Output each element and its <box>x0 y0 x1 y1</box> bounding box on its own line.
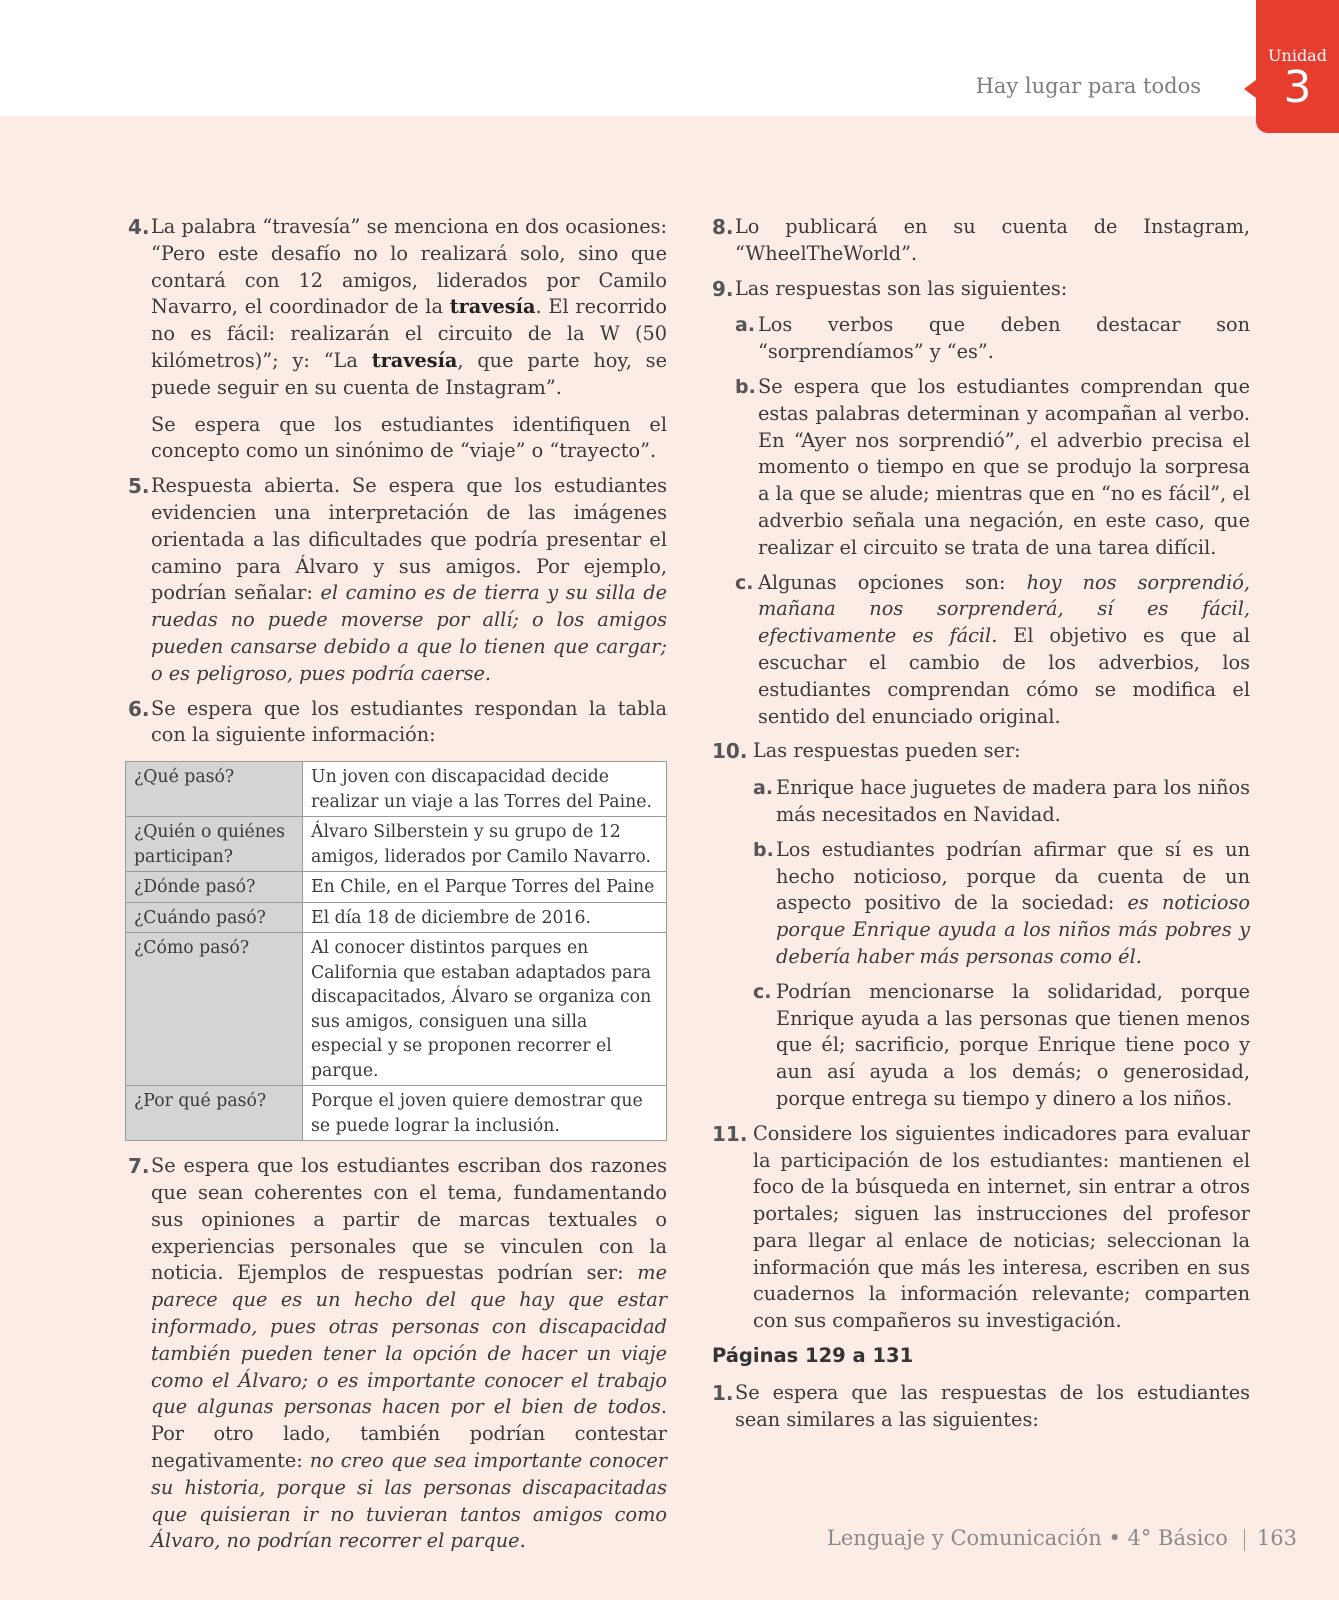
text: . Por otro lado, también podrían contestar negativamente: <box>151 1395 667 1472</box>
answer-paragraph: Las respuestas pueden ser: <box>753 739 1021 763</box>
bold-term: travesía <box>371 348 458 372</box>
table-question: ¿Dónde pasó? <box>126 872 303 903</box>
text: La palabra “travesía” se menciona en dos ocasiones: “Pero este desafío no lo realizará solo, sino que contará con 12 amigos, liderados por Camilo Navarro, el coordinador de la <box>151 215 667 319</box>
answer-number: 9. <box>712 276 734 301</box>
unit-title: Hay lugar para todos <box>975 74 1201 98</box>
sub-letter: b. <box>735 375 756 398</box>
unit-badge <box>1256 0 1339 133</box>
answer-paragraph <box>151 1153 667 1555</box>
sub-answer-b <box>753 837 1250 971</box>
sub-letter: a. <box>735 314 756 337</box>
italic-example: es noticioso porque Enrique ayuda a los niños más pobres y debería haber más personas como él. <box>776 891 1251 968</box>
answer-paragraph: Considere los siguientes indicadores para evaluar la participación de los estudiantes: mantienen el foco de la búsqueda en internet, sin entrar a otros portales; siguen las instrucciones del profesor para llegar al enlace de noticias; seleccionan la información que más les interesa, escriben en sus cuadernos la información relevante; comparten con sus compañeros su investigación. <box>753 1121 1250 1333</box>
sub-text: Algunas opciones son: <box>758 570 1027 594</box>
answer-1 <box>712 1380 1250 1434</box>
table-answer: El día 18 de diciembre de 2016. <box>303 902 667 933</box>
answer-5 <box>128 473 667 687</box>
table-question: ¿Cuándo pasó? <box>126 902 303 933</box>
answer-number: 1. <box>712 1380 734 1405</box>
answer-4 <box>128 214 667 465</box>
answer-paragraph: Se espera que los estudiantes respondan la tabla con la siguiente información: <box>151 696 667 747</box>
section-heading: Páginas 129 a 131 <box>712 1344 914 1368</box>
unit-number: 3 <box>1283 62 1312 113</box>
answer-number: 5. <box>128 474 150 499</box>
sub-letter: c. <box>735 571 754 594</box>
sub-letter: a. <box>753 777 774 800</box>
table-question: ¿Quién o quiénes participan? <box>126 817 303 872</box>
answer-number: 4. <box>128 215 150 239</box>
italic-example: el camino es de tierra y su silla de ruedas no puede moverse por allí; o los amigos pueden cansarse debido a que lo tienen que cargar; o es peligroso, pues podría caerse. <box>151 581 667 685</box>
table-row <box>126 762 667 817</box>
answer-paragraph: Lo publicará en su cuenta de Instagram, “WheelTheWorld”. <box>735 215 1250 265</box>
text: , que parte hoy, se puede seguir en su cuenta de Instagram”. <box>151 348 667 399</box>
sub-answer-a <box>753 775 1250 829</box>
footer-divider <box>1244 1529 1245 1551</box>
answer-paragraph: Las respuestas son las siguientes: <box>735 276 1068 300</box>
right-column <box>712 214 1250 1441</box>
italic-example: hoy nos sorprendió, mañana nos sorprenderá, sí es fácil, efectivamente es fácil. <box>758 570 1250 648</box>
sub-answer-c <box>735 570 1250 731</box>
answer-number: 10. <box>712 739 748 764</box>
italic-example: no creo que sea importante conocer su historia, porque si las personas discapacitadas que quisieran ir no tuvieran tantos amigos como Álvaro, no podrían recorrer el parque. <box>151 1448 667 1553</box>
page-header <box>0 0 1339 116</box>
page-number: 163 <box>1256 1526 1297 1550</box>
sub-text: El objetivo es que al escuchar el cambio de los adverbios, los estudiantes comprendan cómo se modifica el sentido del enunciado original. <box>758 624 1250 728</box>
table-answer: Al conocer distintos parques en California que estaban adaptados para discapacitados, Álvaro se organiza con sus amigos, consiguen una silla especial y se proponen recorrer el parque. <box>303 933 667 1086</box>
answer-number: 11. <box>712 1121 748 1146</box>
answer-paragraph <box>151 473 667 687</box>
answer-11 <box>712 1121 1250 1335</box>
bold-term: travesía <box>449 295 536 319</box>
table-row <box>126 1086 667 1141</box>
sub-text: Los estudiantes podrían afirmar que sí es un hecho noticioso, porque da cuenta de un aspecto positivo de la sociedad: <box>776 837 1250 915</box>
answer-paragraph: Se espera que los estudiantes identifiquen el concepto como un sinónimo de “viaje” o “trayecto”. <box>151 412 667 463</box>
answer-8 <box>712 214 1250 268</box>
answer-10 <box>712 738 1250 1112</box>
answer-6 <box>128 696 667 750</box>
sub-answer-b <box>735 374 1250 562</box>
table-answer: Álvaro Silberstein y su grupo de 12 amigos, liderados por Camilo Navarro. <box>303 817 667 872</box>
sub-text: Podrían mencionarse la solidaridad, porque Enrique ayuda a las personas que tienen menos que él; sacrificio, porque Enrique tiene poco y aun así ayuda a los demás; o generosidad, porque entrega su tiempo y dinero a los niños. <box>776 979 1250 1110</box>
table-row <box>126 902 667 933</box>
sub-letter: c. <box>753 980 772 1003</box>
page-footer <box>827 1526 1297 1551</box>
table-row <box>126 817 667 872</box>
sub-text: Los verbos que deben destacar son “sorprendíamos” y “es”. <box>758 313 1250 364</box>
sub-answer-a <box>735 312 1250 366</box>
answer-number: 7. <box>128 1154 150 1179</box>
italic-example: me parece que es un hecho del que hay que estar informado, pues otras personas con discapacidad también pueden tener la opción de hacer un viaje como el Álvaro; o es importante conocer el trabajo que algunas personas hacen por el bien de todos <box>151 1261 667 1419</box>
table-question: ¿Por qué pasó? <box>126 1086 303 1141</box>
sub-text: Se espera que los estudiantes comprendan que estas palabras determinan y acompañan al verbo. En “Ayer nos sorprendió”, el adverbio precisa el momento o tiempo en que se produjo la sorpresa a la que se alude; mientras que en “no es fácil”, el adverbio señala una negación, en este caso, que realizar el circuito se trata de una tarea difícil. <box>758 374 1250 559</box>
text: Respuesta abierta. Se espera que los estudiantes evidencien una interpretación de las imágenes orientada a las dificultades que podría presentar el camino para Álvaro y sus amigos. Por ejemplo, podrían señalar: <box>151 474 667 605</box>
sub-answer-c <box>753 979 1250 1113</box>
left-column <box>128 214 667 1563</box>
table-answer: Porque el joven quiere demostrar que se puede lograr la inclusión. <box>303 1086 667 1141</box>
answer-number: 6. <box>128 696 150 721</box>
table-question: ¿Cómo pasó? <box>126 933 303 1086</box>
sub-text: Enrique hace juguetes de madera para los niños más necesitados en Navidad. <box>776 776 1250 826</box>
table-answer: En Chile, en el Parque Torres del Paine <box>303 872 667 903</box>
answer-9 <box>712 276 1250 731</box>
table-row <box>126 933 667 1086</box>
unit-label: Unidad <box>1268 46 1327 65</box>
news-table <box>125 761 667 1141</box>
answer-paragraph <box>151 214 667 402</box>
footer-subject: Lenguaje y Comunicación • 4° Básico <box>826 1526 1228 1550</box>
answer-7 <box>128 1153 667 1555</box>
table-row <box>126 872 667 903</box>
table-answer: Un joven con discapacidad decide realizar un viaje a las Torres del Paine. <box>303 762 667 817</box>
sub-letter: b. <box>753 838 774 861</box>
answer-paragraph: Se espera que las respuestas de los estudiantes sean similares a las siguientes: <box>735 1380 1250 1431</box>
text: . El recorrido no es fácil: realizarán el circuito de la W (50 kilómetros)”; y: “La <box>151 295 667 372</box>
answer-number: 8. <box>712 215 734 239</box>
table-question: ¿Qué pasó? <box>126 762 303 817</box>
text: Se espera que los estudiantes escriban dos razones que sean coherentes con el tema, fundamentando sus opiniones a partir de marcas textuales o experiencias personales que se vinculen con la noticia. Ejemplos de respuestas podrían ser: <box>151 1154 667 1285</box>
